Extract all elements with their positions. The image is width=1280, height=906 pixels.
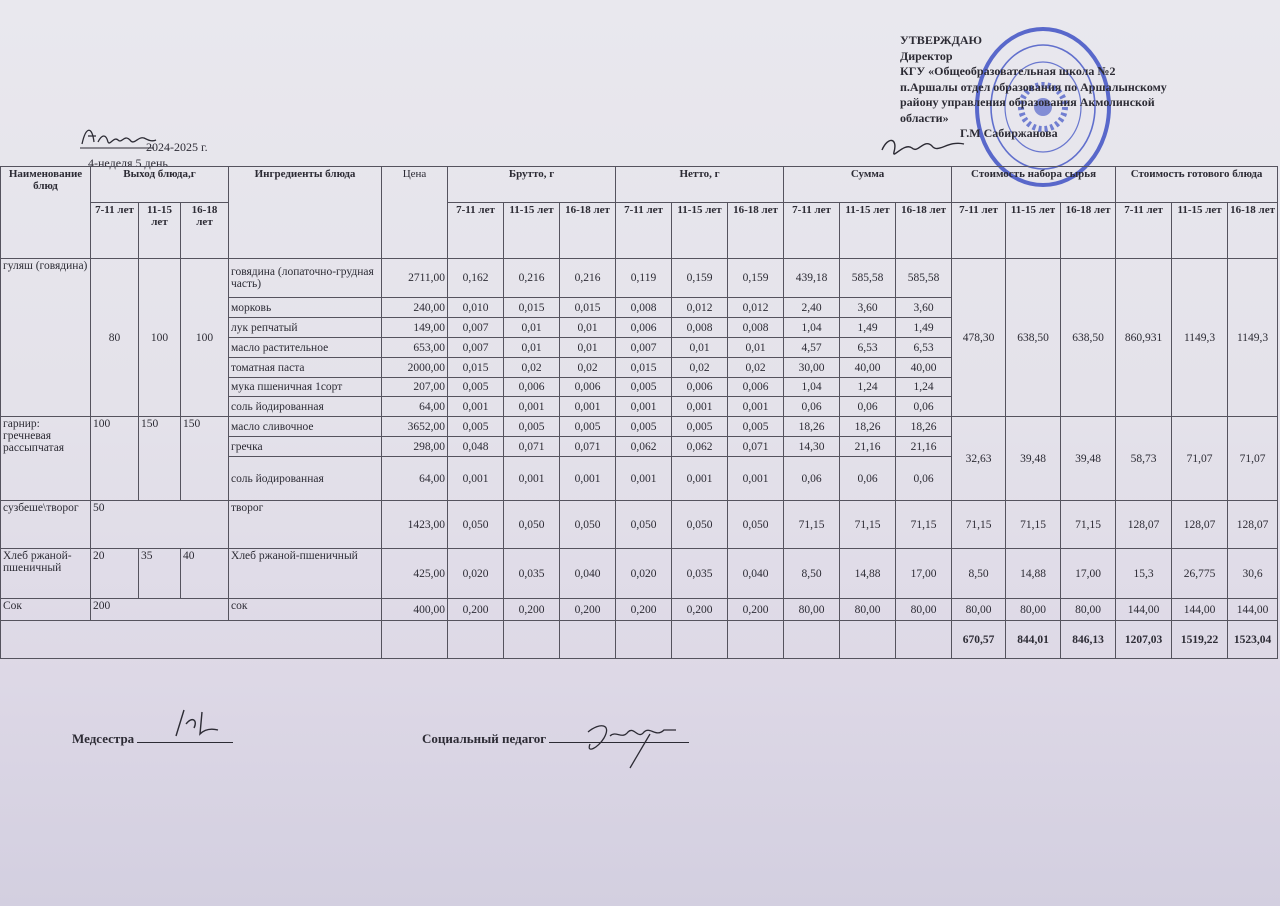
brutto-cell: 0,001 [448,397,504,417]
handwritten-month [78,120,158,158]
portion-cell: 80 [91,259,139,417]
netto-cell: 0,006 [728,378,784,397]
table-row [1,501,1278,549]
brutto-cell: 0,010 [448,298,504,318]
raw-cost-cell: 638,50 [1061,259,1116,417]
brutto-cell: 0,200 [448,599,504,621]
sum-cell: 71,15 [896,501,952,549]
netto-cell: 0,001 [728,397,784,417]
netto-cell: 0,02 [728,358,784,378]
netto-cell: 0,200 [728,599,784,621]
sum-cell: 40,00 [896,358,952,378]
brutto-cell: 0,050 [560,501,616,549]
netto-cell: 0,071 [728,437,784,457]
brutto-cell: 0,01 [504,318,560,338]
sum-cell: 585,58 [896,259,952,298]
header-portion: Выход блюда,г [91,167,229,203]
sum-cell: 30,00 [784,358,840,378]
header-age: 7-11 лет [784,203,840,259]
brutto-cell: 0,071 [504,437,560,457]
raw-cost-cell: 32,63 [952,417,1006,501]
sum-cell: 21,16 [840,437,896,457]
netto-cell: 0,007 [616,338,672,358]
brutto-cell: 0,001 [448,457,504,501]
menu-table [0,166,1278,659]
empty-cell [728,621,784,659]
brutto-cell: 0,01 [504,338,560,358]
header-ingredients: Ингредиенты блюда [229,167,382,259]
raw-cost-cell: 8,50 [952,549,1006,599]
brutto-cell: 0,005 [448,417,504,437]
sum-cell: 3,60 [840,298,896,318]
ready-cost-cell: 15,3 [1116,549,1172,599]
header-age: 11-15 лет [139,203,181,259]
sum-cell: 2,40 [784,298,840,318]
netto-cell: 0,159 [728,259,784,298]
netto-cell: 0,050 [672,501,728,549]
ingredient-cell: масло сливочное [229,417,382,437]
netto-cell: 0,008 [616,298,672,318]
portion-cell: 200 [91,599,229,621]
raw-cost-cell: 17,00 [1061,549,1116,599]
empty-cell [382,621,448,659]
brutto-cell: 0,01 [560,318,616,338]
dish-name-cell: сузбеше\творог [1,501,91,549]
ready-cost-cell: 144,00 [1116,599,1172,621]
ready-cost-cell: 71,07 [1172,417,1228,501]
ingredient-cell: мука пшеничная 1сорт [229,378,382,397]
portion-cell: 35 [139,549,181,599]
empty-cell [784,621,840,659]
header-age: 16-18 лет [1228,203,1278,259]
ingredient-cell: гречка [229,437,382,457]
ready-cost-cell: 26,775 [1172,549,1228,599]
portion-cell: 100 [91,417,139,501]
empty-cell [840,621,896,659]
ingredient-cell: масло растительное [229,338,382,358]
brutto-cell: 0,001 [560,397,616,417]
price-cell: 3652,00 [382,417,448,437]
table-row [1,259,1278,298]
brutto-cell: 0,005 [504,417,560,437]
ingredient-cell: томатная паста [229,358,382,378]
sum-cell: 14,30 [784,437,840,457]
ingredient-cell: творог [229,501,382,549]
ready-cost-cell: 30,6 [1228,549,1278,599]
header-age: 7-11 лет [952,203,1006,259]
sum-cell: 585,58 [840,259,896,298]
netto-cell: 0,200 [672,599,728,621]
brutto-cell: 0,001 [504,457,560,501]
sum-cell: 1,04 [784,378,840,397]
sum-cell: 71,15 [840,501,896,549]
sum-cell: 1,24 [840,378,896,397]
sum-cell: 1,04 [784,318,840,338]
sum-cell: 14,88 [840,549,896,599]
approval-line: Директор [900,48,953,63]
price-cell: 298,00 [382,437,448,457]
nurse-signature [168,706,238,742]
portion-cell: 40 [181,549,229,599]
dish-name-cell: Сок [1,599,91,621]
sum-cell: 3,60 [896,298,952,318]
netto-cell: 0,01 [728,338,784,358]
netto-cell: 0,006 [616,318,672,338]
empty-cell [1,621,382,659]
total-raw-cost-cell: 670,57 [952,621,1006,659]
empty-cell [448,621,504,659]
netto-cell: 0,008 [672,318,728,338]
sum-cell: 0,06 [840,457,896,501]
portion-cell: 150 [139,417,181,501]
portion-cell: 100 [181,259,229,417]
header-age: 7-11 лет [1116,203,1172,259]
price-cell: 149,00 [382,318,448,338]
netto-cell: 0,005 [728,417,784,437]
total-raw-cost-cell: 846,13 [1061,621,1116,659]
header-dish-name: Наименование блюд [1,167,91,259]
portion-cell: 100 [139,259,181,417]
header-age: 11-15 лет [672,203,728,259]
sum-cell: 4,57 [784,338,840,358]
ready-cost-cell: 144,00 [1172,599,1228,621]
sum-cell: 0,06 [896,457,952,501]
raw-cost-cell: 14,88 [1006,549,1061,599]
brutto-cell: 0,007 [448,318,504,338]
sum-cell: 17,00 [896,549,952,599]
dish-name-cell: гуляш (говядина) [1,259,91,417]
header-age: 16-18 лет [728,203,784,259]
approval-line: области» [900,110,949,125]
sum-cell: 0,06 [784,457,840,501]
raw-cost-cell: 80,00 [1061,599,1116,621]
header-age: 7-11 лет [448,203,504,259]
brutto-cell: 0,006 [504,378,560,397]
raw-cost-cell: 71,15 [1006,501,1061,549]
approval-line: УТВЕРЖДАЮ [900,33,983,47]
sum-cell: 18,26 [896,417,952,437]
netto-cell: 0,159 [672,259,728,298]
brutto-cell: 0,040 [560,549,616,599]
raw-cost-cell: 80,00 [1006,599,1061,621]
total-ready-cost-cell: 1207,03 [1116,621,1172,659]
ready-cost-cell: 58,73 [1116,417,1172,501]
header-netto: Нетто, г [616,167,784,203]
total-raw-cost-cell: 844,01 [1006,621,1061,659]
brutto-cell: 0,035 [504,549,560,599]
raw-cost-cell: 71,15 [1061,501,1116,549]
raw-cost-cell: 71,15 [952,501,1006,549]
social-pedagogue-label: Социальный педагог [422,731,547,746]
price-cell: 240,00 [382,298,448,318]
sum-cell: 1,24 [896,378,952,397]
netto-cell: 0,200 [616,599,672,621]
approval-block [900,33,1230,142]
dish-name-cell: гарнир: гречневая рассыпчатая [1,417,91,501]
ingredient-cell: говядина (лопаточно-грудная часть) [229,259,382,298]
netto-cell: 0,020 [616,549,672,599]
header-age: 16-18 лет [181,203,229,259]
brutto-cell: 0,020 [448,549,504,599]
brutto-cell: 0,015 [504,298,560,318]
brutto-cell: 0,050 [504,501,560,549]
empty-cell [616,621,672,659]
header-price: Цена [382,167,448,259]
netto-cell: 0,040 [728,549,784,599]
sum-cell: 6,53 [896,338,952,358]
header-ready-cost: Стоимость готового блюда [1116,167,1278,203]
netto-cell: 0,062 [672,437,728,457]
netto-cell: 0,008 [728,318,784,338]
sum-cell: 80,00 [896,599,952,621]
table-row [1,417,1278,437]
director-signature [878,128,968,168]
netto-cell: 0,006 [672,378,728,397]
price-cell: 2000,00 [382,358,448,378]
ready-cost-cell: 1149,3 [1172,259,1228,417]
raw-cost-cell: 39,48 [1006,417,1061,501]
week-day: 4-неделя 5 день [88,156,168,170]
ingredient-cell: морковь [229,298,382,318]
brutto-cell: 0,005 [560,417,616,437]
netto-cell: 0,001 [616,397,672,417]
sum-cell: 21,16 [896,437,952,457]
sum-cell: 71,15 [784,501,840,549]
sum-cell: 18,26 [784,417,840,437]
brutto-cell: 0,006 [560,378,616,397]
approval-line: п.Аршалы отдел образования по Аршалынскому [900,79,1167,94]
price-cell: 2711,00 [382,259,448,298]
ready-cost-cell: 128,07 [1228,501,1278,549]
netto-cell: 0,119 [616,259,672,298]
header-age: 11-15 лет [1006,203,1061,259]
empty-cell [560,621,616,659]
header-brutto: Брутто, г [448,167,616,203]
netto-cell: 0,015 [616,358,672,378]
sum-cell: 6,53 [840,338,896,358]
approval-line: КГУ «Общеобразовательная школа №2 [900,64,1116,78]
netto-cell: 0,02 [672,358,728,378]
portion-cell: 50 [91,501,229,549]
raw-cost-cell: 39,48 [1061,417,1116,501]
header-age: 7-11 лет [91,203,139,259]
ingredient-cell: сок [229,599,382,621]
sum-cell: 0,06 [840,397,896,417]
ingredient-cell: лук репчатый [229,318,382,338]
approval-line: району управления образования Акмолинской [900,95,1155,109]
price-cell: 64,00 [382,397,448,417]
sum-cell: 80,00 [784,599,840,621]
ready-cost-cell: 1149,3 [1228,259,1278,417]
ready-cost-cell: 144,00 [1228,599,1278,621]
menu-table-body [1,259,1278,659]
header-age: 7-11 лет [616,203,672,259]
table-row [1,549,1278,599]
sum-cell: 0,06 [784,397,840,417]
netto-cell: 0,050 [728,501,784,549]
sum-cell: 80,00 [840,599,896,621]
netto-cell: 0,062 [616,437,672,457]
ready-cost-cell: 128,07 [1116,501,1172,549]
sum-cell: 1,49 [840,318,896,338]
netto-cell: 0,050 [616,501,672,549]
header-age: 11-15 лет [504,203,560,259]
ingredient-cell: Хлеб ржаной-пшеничный [229,549,382,599]
brutto-cell: 0,162 [448,259,504,298]
empty-cell [672,621,728,659]
netto-cell: 0,01 [672,338,728,358]
portion-cell: 150 [181,417,229,501]
price-cell: 64,00 [382,457,448,501]
totals-row [1,621,1278,659]
brutto-cell: 0,050 [448,501,504,549]
netto-cell: 0,005 [616,378,672,397]
header-age: 16-18 лет [560,203,616,259]
sum-cell: 40,00 [840,358,896,378]
netto-cell: 0,001 [728,457,784,501]
price-cell: 207,00 [382,378,448,397]
sum-cell: 0,06 [896,397,952,417]
sum-cell: 18,26 [840,417,896,437]
netto-cell: 0,001 [616,457,672,501]
header-age: 16-18 лет [1061,203,1116,259]
ready-cost-cell: 71,07 [1228,417,1278,501]
brutto-cell: 0,216 [504,259,560,298]
portion-cell: 20 [91,549,139,599]
director-name: Г.М Сабиржанова [960,126,1058,140]
table-row [1,599,1278,621]
ready-cost-cell: 860,931 [1116,259,1172,417]
netto-cell: 0,012 [672,298,728,318]
netto-cell: 0,001 [672,397,728,417]
brutto-cell: 0,216 [560,259,616,298]
brutto-cell: 0,200 [560,599,616,621]
price-cell: 1423,00 [382,501,448,549]
netto-cell: 0,005 [672,417,728,437]
brutto-cell: 0,048 [448,437,504,457]
school-year: 2024-2025 г. [146,140,208,154]
brutto-cell: 0,001 [560,457,616,501]
header-age: 16-18 лет [896,203,952,259]
nurse-label: Медсестра [72,731,135,746]
brutto-cell: 0,200 [504,599,560,621]
raw-cost-cell: 478,30 [952,259,1006,417]
header-sum: Сумма [784,167,952,203]
brutto-cell: 0,015 [560,298,616,318]
total-ready-cost-cell: 1519,22 [1172,621,1228,659]
raw-cost-cell: 638,50 [1006,259,1061,417]
raw-cost-cell: 80,00 [952,599,1006,621]
brutto-cell: 0,005 [448,378,504,397]
netto-cell: 0,005 [616,417,672,437]
sum-cell: 1,49 [896,318,952,338]
netto-cell: 0,012 [728,298,784,318]
netto-cell: 0,001 [672,457,728,501]
brutto-cell: 0,007 [448,338,504,358]
empty-cell [504,621,560,659]
empty-cell [896,621,952,659]
dish-name-cell: Хлеб ржаной-пшеничный [1,549,91,599]
sum-cell: 439,18 [784,259,840,298]
header-age: 11-15 лет [840,203,896,259]
brutto-cell: 0,02 [504,358,560,378]
brutto-cell: 0,001 [504,397,560,417]
brutto-cell: 0,015 [448,358,504,378]
social-pedagogue-signature [580,718,690,770]
netto-cell: 0,035 [672,549,728,599]
ready-cost-cell: 128,07 [1172,501,1228,549]
brutto-cell: 0,071 [560,437,616,457]
header-age: 11-15 лет [1172,203,1228,259]
total-ready-cost-cell: 1523,04 [1228,621,1278,659]
brutto-cell: 0,02 [560,358,616,378]
sum-cell: 8,50 [784,549,840,599]
header-raw-cost: Стоимость набора сырья [952,167,1116,203]
ingredient-cell: соль йодированная [229,397,382,417]
price-cell: 400,00 [382,599,448,621]
brutto-cell: 0,01 [560,338,616,358]
price-cell: 653,00 [382,338,448,358]
ingredient-cell: соль йодированная [229,457,382,501]
price-cell: 425,00 [382,549,448,599]
